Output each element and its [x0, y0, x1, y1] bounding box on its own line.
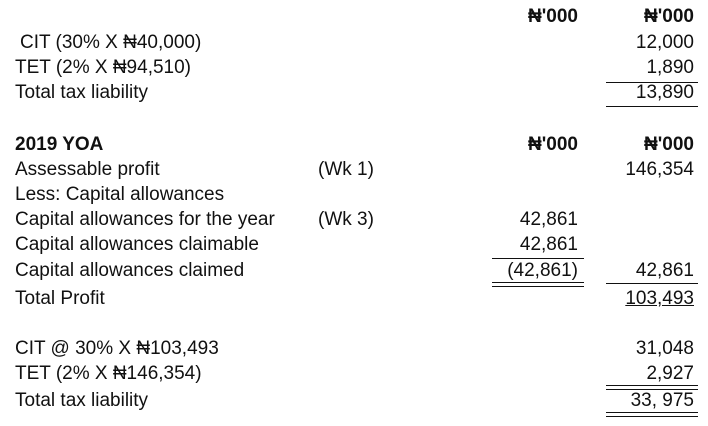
col-header-naira-1b: ₦'000: [528, 134, 578, 155]
final-rule-bottom-1: [606, 412, 698, 413]
col-header-naira-2b: ₦'000: [644, 134, 694, 155]
total-profit-label: Total Profit: [15, 288, 105, 309]
col-header-naira-1: ₦'000: [528, 6, 578, 27]
ca-claimable-label: Capital allowances claimable: [15, 234, 259, 255]
cit-2019-value: 31,048: [635, 338, 694, 359]
total-tax-label: Total tax liability: [15, 82, 149, 103]
ca-year-ref: (Wk 3): [318, 209, 374, 230]
total-profit-value: 103,493: [625, 288, 694, 309]
total-tax-value: 13,890: [635, 82, 694, 103]
cit-label: CIT (30% X ₦40,000): [20, 32, 202, 53]
total-tax-2019-label: Total tax liability: [15, 390, 149, 411]
profit-rule-top: [606, 283, 698, 284]
total-rule: [606, 106, 698, 107]
section-title-2019-yoa: 2019 YOA: [15, 134, 104, 155]
final-rule-bottom-2: [606, 416, 698, 417]
col-header-naira-2: ₦'000: [644, 6, 694, 27]
tet-value: 1,890: [646, 57, 694, 78]
assessable-profit-label: Assessable profit: [15, 159, 160, 180]
assessable-profit-value: 146,354: [625, 159, 694, 180]
tet-label: TET (2% X ₦94,510): [15, 57, 192, 78]
assessable-profit-ref: (Wk 1): [318, 159, 374, 180]
less-capital-allowances-label: Less: Capital allowances: [15, 184, 225, 205]
ca-year-label: Capital allowances for the year: [15, 209, 275, 230]
ca-rule-top: [492, 258, 584, 259]
ca-claimed-value: (42,861): [507, 260, 578, 281]
total-tax-2019-value: 33, 975: [630, 390, 694, 411]
ca-year-value: 42,861: [519, 209, 578, 230]
ca-claimed-label: Capital allowances claimed: [15, 260, 245, 281]
tet-2019-label: TET (2% X ₦146,354): [15, 363, 202, 384]
final-rule-top-1: [606, 385, 698, 386]
cit-value: 12,000: [635, 32, 694, 53]
ca-rule-double-1: [492, 282, 584, 283]
ca-claimed-total: 42,861: [635, 260, 694, 281]
ca-rule-double-2: [492, 286, 584, 287]
tet-2019-value: 2,927: [646, 363, 694, 384]
ca-claimable-value: 42,861: [519, 234, 578, 255]
cit-2019-label: CIT @ 30% X ₦103,493: [15, 338, 219, 359]
